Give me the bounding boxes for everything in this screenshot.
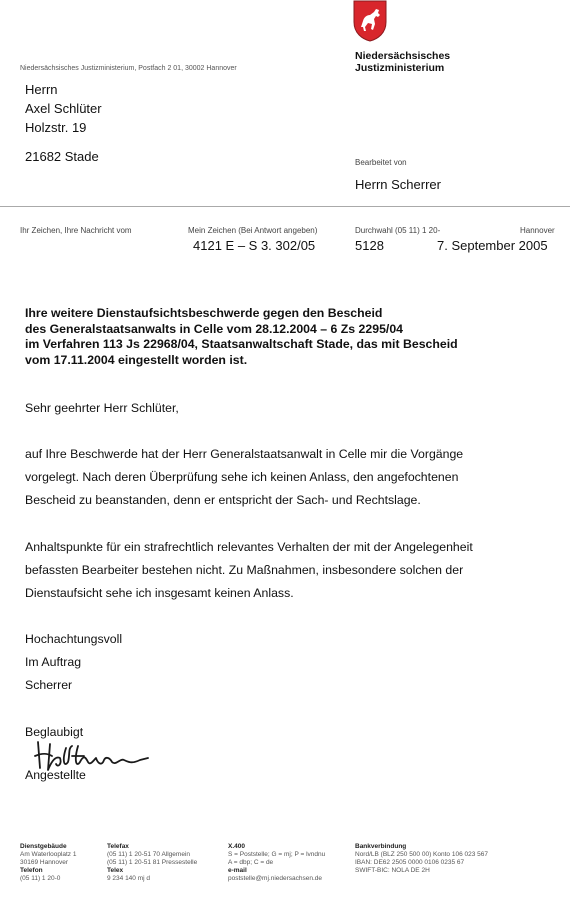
footer-x400-line1: S = Poststelle; G = mj; P = lvndnu [228, 851, 326, 858]
my-reference-value: 4121 E – S 3. 302/05 [193, 238, 316, 253]
closing-signatory: Scherrer [25, 678, 73, 692]
coat-of-arms-logo [352, 0, 388, 42]
paragraph-1-line-1: auf Ihre Beschwerde hat der Herr Generalstaatsanwalt in Celle mir die Vorgänge [25, 447, 464, 461]
closing-regards: Hochachtungsvoll [25, 632, 123, 646]
paragraph-2-line-1: Anhaltspunkte für ein strafrechtlich relevantes Verhalten der mit der Angelegenheit [25, 540, 473, 554]
recipient-salutation: Herrn [25, 82, 58, 97]
footer-building-label: Dienstgebäude [20, 843, 67, 850]
recipient-name: Axel Schlüter [25, 101, 102, 116]
ministry-name [355, 50, 450, 74]
footer-phone-label: Telefon [20, 867, 43, 874]
letter-date: 7. September 2005 [437, 238, 548, 253]
paragraph-2-line-3: Dienstaufsicht sehe ich insgesamt keinen Anlass. [25, 586, 294, 600]
closing-block [25, 628, 122, 697]
footer-telex-value: 9 234 140 mj d [107, 875, 151, 882]
footer-bank-label: Bankverbindung [355, 843, 407, 850]
your-reference-label: Ihr Zeichen, Ihre Nachricht vom [20, 226, 132, 235]
handler-name: Herrn Scherrer [355, 177, 441, 192]
paragraph-2 [25, 536, 473, 605]
handler-label: Bearbeitet von [355, 158, 407, 167]
footer-x400-label: X.400 [228, 843, 245, 850]
footer-fax [107, 843, 197, 883]
footer-x400 [228, 843, 325, 883]
footer-phone-value: (05 11) 1 20-0 [20, 875, 61, 882]
recipient-city: 21682 Stade [25, 149, 99, 164]
return-address: Niedersächsisches Justizministerium, Postfach 2 01, 30002 Hannover [20, 65, 237, 72]
subject-line-3: im Verfahren 113 Js 22968/04, Staatsanwaltschaft Stade, das mit Bescheid [25, 337, 458, 351]
footer-email-label: e-mail [228, 867, 247, 874]
subject-line-4: vom 17.11.2004 eingestellt worden ist. [25, 352, 248, 367]
my-reference-label: Mein Zeichen (Bei Antwort angeben) [188, 226, 318, 235]
footer-building [20, 843, 76, 883]
recipient-block [25, 80, 102, 166]
footer-bank-line2: IBAN: DE62 2505 0000 0106 0235 67 [355, 859, 465, 866]
footer-building-line1: Am Waterlooplatz 1 [20, 851, 77, 858]
footer-bank-line3: SWIFT-BIC: NOLA DE 2H [355, 867, 430, 874]
footer-x400-line2: A = dbp; C = de [228, 859, 274, 866]
extension-value: 5128 [355, 238, 384, 253]
header-divider [0, 206, 570, 207]
paragraph-1-line-2: vorgelegt. Nach deren Überprüfung sehe ich keinen Anlass, den angefochtenen [25, 470, 459, 484]
footer-fax-line1: (05 11) 1 20-51 70 Allgemein [107, 851, 190, 858]
extension-label: Durchwahl (05 11) 1 20- [355, 226, 441, 235]
subject-line [25, 306, 458, 368]
place-label: Hannover [520, 226, 555, 235]
paragraph-1 [25, 443, 463, 512]
certified-label: Beglaubigt [25, 725, 84, 739]
footer-bank-line1: Nord/LB (BLZ 250 500 00) Konto 106 023 567 [355, 851, 488, 858]
closing-on-behalf: Im Auftrag [25, 655, 82, 669]
footer-email-value: poststelle@mj.niedersachsen.de [228, 875, 323, 882]
paragraph-2-line-2: befassten Bearbeiter bestehen nicht. Zu Maßnahmen, insbesondere solchen der [25, 563, 464, 577]
footer-building-line2: 30169 Hannover [20, 859, 69, 866]
footer-bank [355, 843, 488, 875]
employee-label: Angestellte [25, 768, 86, 782]
subject-line-2: des Generalstaatsanwalts in Celle vom 28.12.2004 – 6 Zs 2295/04 [25, 321, 404, 336]
footer-fax-label: Telefax [107, 843, 129, 850]
ministry-line1: Niedersächsisches [355, 50, 451, 62]
footer-telex-label: Telex [107, 867, 124, 874]
greeting: Sehr geehrter Herr Schlüter, [25, 401, 179, 415]
paragraph-1-line-3: Bescheid zu beanstanden, denn er entspricht der Sach- und Rechtslage. [25, 493, 421, 507]
recipient-street: Holzstr. 19 [25, 120, 87, 135]
ministry-line2: Justizministerium [355, 62, 445, 74]
subject-line-1: Ihre weitere Dienstaufsichtsbeschwerde gegen den Bescheid [25, 306, 383, 320]
footer-fax-line2: (05 11) 1 20-51 81 Pressestelle [107, 859, 198, 866]
